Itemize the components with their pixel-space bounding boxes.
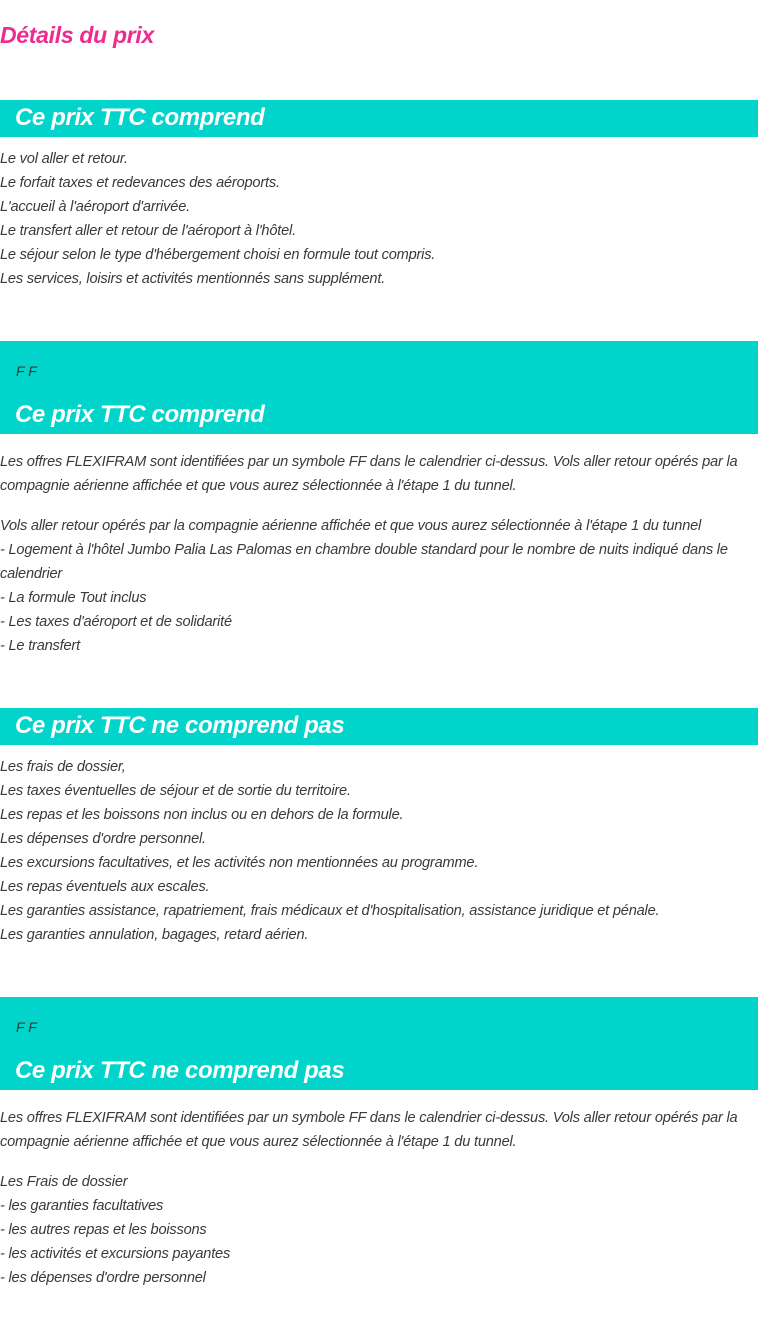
flexifram-excludes-list <box>0 1170 750 1290</box>
flexifram-tag: F F <box>16 1019 37 1035</box>
section-title: Ce prix TTC comprend <box>15 104 265 131</box>
section-title: Ce prix TTC ne comprend pas <box>15 1057 345 1084</box>
list-item-text: - Logement à l'hôtel Jumbo Palia Las Palomas en chambre double standard pour le nombre de nuits indiqué dans le calendrier <box>0 542 728 582</box>
section-header-flexifram-excludes <box>0 997 758 1090</box>
includes-list <box>0 147 750 291</box>
list-item: - les garanties facultatives <box>0 1198 164 1214</box>
flexifram-includes-list <box>0 514 750 658</box>
list-item: Le vol aller et retour. <box>0 151 128 167</box>
list-item: - La formule Tout inclus <box>0 590 147 606</box>
list-item: - les activités et excursions payantes <box>0 1246 231 1262</box>
section-header-excludes <box>0 708 758 745</box>
list-item: - les dépenses d'ordre personnel <box>0 1270 206 1286</box>
list-item: Les repas et les boissons non inclus ou en dehors de la formule. <box>0 807 404 823</box>
list-item: Les garanties annulation, bagages, retard aérien. <box>0 927 309 943</box>
list-item: Les Frais de dossier <box>0 1174 128 1190</box>
page-title: Détails du prix <box>0 22 154 48</box>
list-item: Le séjour selon le type d'hébergement choisi en formule tout compris. <box>0 247 436 263</box>
list-item: - les autres repas et les boissons <box>0 1222 207 1238</box>
section-title: Ce prix TTC ne comprend pas <box>15 712 345 739</box>
section-title: Ce prix TTC comprend <box>15 401 265 428</box>
list-item: Le transfert aller et retour de l'aéroport à l'hôtel. <box>0 223 296 239</box>
list-item: L'accueil à l'aéroport d'arrivée. <box>0 199 190 215</box>
section-header-includes <box>0 100 758 137</box>
list-item <box>0 538 750 586</box>
list-item: Les excursions facultatives, et les activités non mentionnées au programme. <box>0 855 479 871</box>
list-item: Les garanties assistance, rapatriement, frais médicaux et d'hospitalisation, assistance juridique et pénale. <box>0 903 660 919</box>
list-item: Vols aller retour opérés par la compagnie aérienne affichée et que vous aurez sélectionnée à l'étape 1 du tunnel <box>0 518 702 534</box>
section-header-flexifram-includes <box>0 341 758 434</box>
list-item: Les services, loisirs et activités mentionnés sans supplément. <box>0 271 386 287</box>
list-item: - Les taxes d'aéroport et de solidarité <box>0 614 232 630</box>
list-item: Les taxes éventuelles de séjour et de sortie du territoire. <box>0 783 351 799</box>
list-item: Le forfait taxes et redevances des aéroports. <box>0 175 280 191</box>
list-item: Les repas éventuels aux escales. <box>0 879 210 895</box>
flexifram-intro: Les offres FLEXIFRAM sont identifiées par un symbole FF dans le calendrier ci-dessus. Vols aller retour opérés par la compagnie aérienne affichée et que vous aurez sélectionnée à l'étape 1 du tunnel. <box>0 454 738 494</box>
flexifram-tag: F F <box>16 363 37 379</box>
list-item: Les dépenses d'ordre personnel. <box>0 831 206 847</box>
list-item: Les frais de dossier, <box>0 759 126 775</box>
flexifram-intro: Les offres FLEXIFRAM sont identifiées par un symbole FF dans le calendrier ci-dessus. Vols aller retour opérés par la compagnie aérienne affichée et que vous aurez sélectionnée à l'étape 1 du tunnel. <box>0 1110 738 1150</box>
list-item: - Le transfert <box>0 638 80 654</box>
excludes-list <box>0 755 750 947</box>
